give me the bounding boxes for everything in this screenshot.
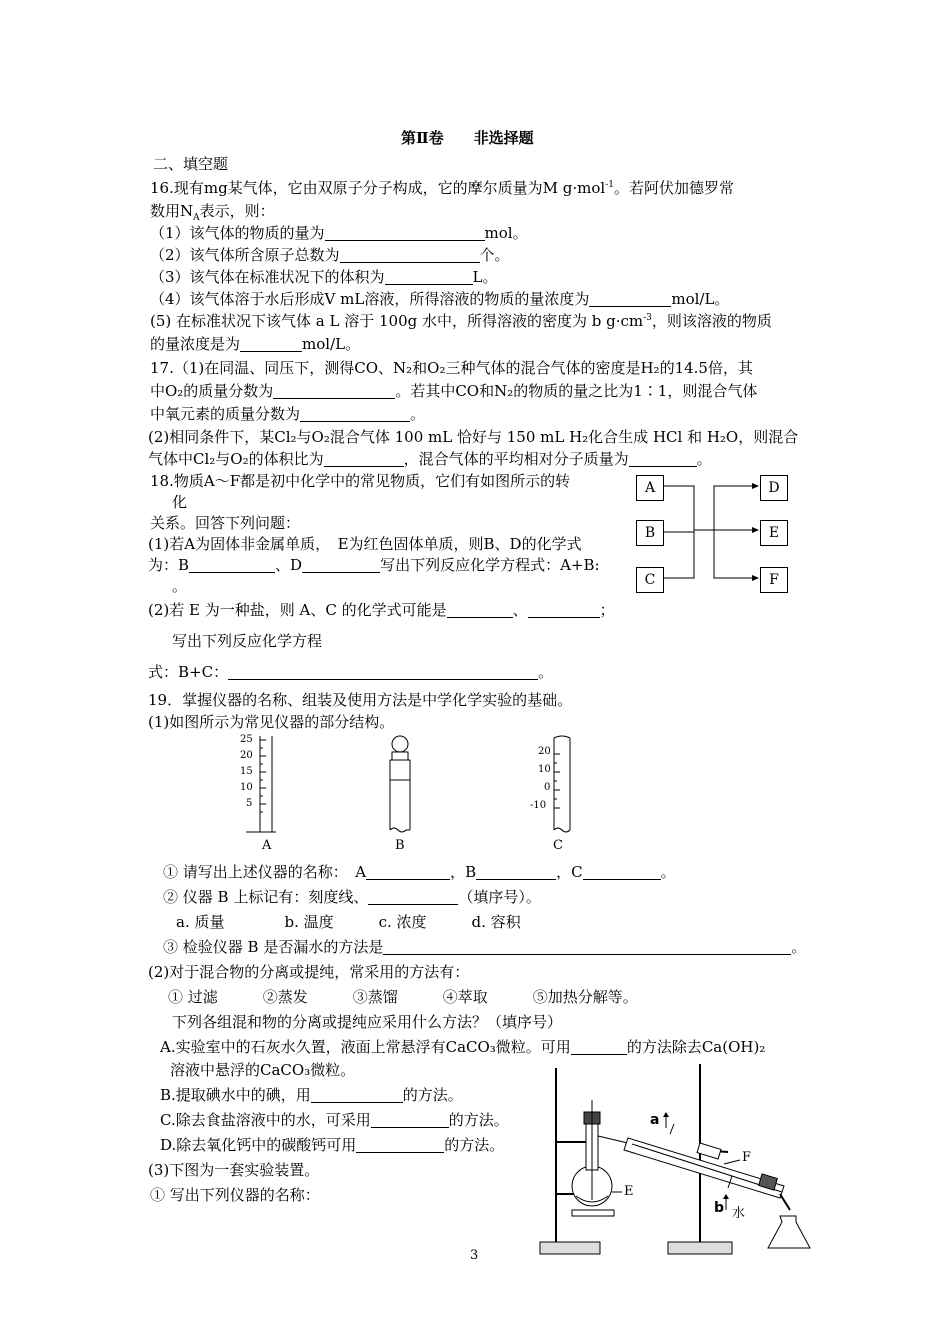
q16-part3: （3）该气体在标准状况下的体积为 L。 — [150, 268, 498, 286]
q17-line4: (2)相同条件下，某Cl₂与O₂混合气体 100 mL 恰好与 150 mL H₂化合生成 HCl 和 H₂O，则混合 — [148, 428, 799, 446]
q19-line2: (1)如图所示为常见仪器的部分结构。 — [148, 713, 395, 731]
answer-blank[interactable] — [273, 382, 395, 399]
answer-blank[interactable] — [571, 1038, 627, 1055]
scale-label: 25 — [240, 734, 253, 745]
q19-section3-item1: ① 写出下列仪器的名称： — [150, 1186, 320, 1204]
scale-label: 10 — [240, 782, 253, 793]
q16-part5: (5) 在标准状况下该气体 a L 溶于 100g 水中，所得溶液的密度为 b $g\cdot cm^{-3}$，则该溶液的物质 — [150, 312, 772, 330]
scale-label: 10 — [538, 764, 551, 775]
box-c: C — [636, 567, 664, 593]
q18-line4: (1)若A为固体非金属单质， E为红色固体单质，则B、D的化学式 — [148, 535, 582, 553]
answer-blank[interactable] — [300, 405, 410, 422]
box-a: A — [636, 475, 664, 501]
instrument-c-thermometer — [528, 734, 578, 836]
q18-line3: 关系。回答下列问题： — [150, 514, 301, 532]
q16-stem: 16.现有mg某气体，它由双原子分子构成，它的摩尔质量为M g·mol$^{-1}$。若阿伏加德罗常 — [150, 179, 735, 197]
q19-ask: 下列各组混和物的分离或提纯应采用什么方法？（填序号） — [172, 1013, 563, 1031]
answer-blank[interactable] — [366, 863, 450, 880]
answer-blank[interactable] — [629, 450, 697, 467]
page-title: 第Ⅱ卷 非选择题 — [401, 129, 534, 147]
q16-part5b: 的量浓度是为 mol/L。 — [150, 335, 361, 353]
q18-line9: 式：B+C： 。 — [148, 663, 554, 681]
transformation-diagram — [636, 472, 792, 594]
instrument-label-b: B — [395, 838, 405, 853]
answer-blank[interactable] — [447, 601, 513, 618]
distillation-apparatus — [528, 1060, 818, 1258]
q18-line6: 。 — [172, 577, 188, 595]
box-f: F — [760, 567, 788, 593]
label-f: F — [742, 1150, 752, 1165]
scale-label: 5 — [246, 798, 253, 809]
scale-label: 20 — [240, 750, 253, 761]
instrument-a-measuring-cylinder — [236, 734, 276, 834]
q19-a-line2: 溶液中悬浮的CaCO₃微粒。 — [170, 1061, 356, 1079]
section-heading: 二、填空题 — [153, 155, 229, 173]
q18-line5: 为：B 、D 写出下列反应化学方程式：A+B: — [148, 556, 600, 574]
answer-blank[interactable] — [228, 663, 538, 680]
answer-blank[interactable] — [311, 1086, 403, 1103]
q19-section3: (3)下图为一套实验装置。 — [148, 1161, 320, 1179]
q18-line8: 写出下列反应化学方程 — [172, 632, 323, 650]
instrument-label-c: C — [553, 838, 563, 853]
q19-item2: ② 仪器 B 上标记有：刻度线、 （填序号）。 — [163, 888, 541, 906]
q19-c: C.除去食盐溶液中的水，可采用 的方法。 — [160, 1111, 509, 1129]
q19-line1: 19．掌握仪器的名称、组装及使用方法是中学化学实验的基础。 — [148, 691, 573, 709]
answer-blank[interactable] — [240, 335, 302, 352]
q17-line1: 17.（1)在同温、同压下，测得CO、N₂和O₂三种气体的混合气体的密度是H₂的14.5倍，其 — [150, 359, 753, 377]
instrument-label-a: A — [262, 838, 272, 853]
scale-label: 20 — [538, 746, 551, 757]
label-a: a — [650, 1112, 660, 1128]
label-b: b — [714, 1200, 725, 1216]
q17-line5: 气体中Cl₂与O₂的体积比为 ，混合气体的平均相对分子质量为 。 — [148, 450, 712, 468]
q17-line3: 中氧元素的质量分数为 。 — [150, 405, 426, 423]
box-d: D — [760, 475, 788, 501]
q19-item3: ③ 检验仪器 B 是否漏水的方法是 。 — [163, 938, 807, 956]
box-b: B — [636, 520, 664, 546]
scale-label: 0 — [544, 782, 551, 793]
apparatus-drawing — [528, 1060, 818, 1258]
label-water: 水 — [732, 1206, 746, 1221]
q18-line2: 化 — [172, 493, 188, 511]
answer-blank[interactable] — [356, 1136, 444, 1153]
answer-blank[interactable] — [476, 863, 556, 880]
q19-item1: ① 请写出上述仪器的名称： A ，B ，C 。 — [163, 863, 676, 881]
answer-blank[interactable] — [371, 1111, 449, 1128]
q19-b: B.提取碘水中的碘，用 的方法。 — [160, 1086, 463, 1104]
answer-blank[interactable] — [385, 268, 473, 285]
q16-part2: （2）该气体所含原子总数为 个。 — [150, 246, 510, 264]
q19-options: a. 质量 b. 温度 c. 浓度 d. 容积 — [176, 913, 521, 931]
answer-blank[interactable] — [325, 224, 485, 241]
answer-blank[interactable] — [528, 601, 600, 618]
answer-blank[interactable] — [340, 246, 480, 263]
answer-blank[interactable] — [189, 556, 275, 573]
scale-label: 15 — [240, 766, 253, 777]
q16-part1: （1）该气体的物质的量为 mol。 — [150, 224, 528, 242]
q16-stem2: 数用$N_A$表示，则： — [150, 202, 275, 223]
label-e: E — [624, 1184, 634, 1199]
q18-line1: 18.物质A～F都是初中化学中的常见物质，它们有如图所示的转 — [150, 472, 571, 490]
q16-part4: （4）该气体溶于水后形成V mL溶液，所得溶液的物质的量浓度为 mol/L。 — [150, 290, 730, 308]
q17-line2: 中O₂的质量分数为 。若其中CO和N₂的物质的量之比为1∶1，则混合气体 — [150, 382, 758, 400]
q19-a-line1: A.实验室中的石灰水久置，液面上常悬浮有CaCO₃微粒。可用 的方法除去Ca(OH)₂ — [160, 1038, 766, 1056]
box-e: E — [760, 520, 788, 546]
answer-blank[interactable] — [302, 556, 380, 573]
answer-blank[interactable] — [583, 863, 661, 880]
answer-blank[interactable] — [368, 888, 458, 905]
q19-d: D.除去氧化钙中的碳酸钙可用 的方法。 — [160, 1136, 505, 1154]
q18-line7: (2)若 E 为一种盐，则 A、C 的化学式可能是 、 ； — [148, 601, 615, 619]
q19-section2: (2)对于混合物的分离或提纯，常采用的方法有： — [148, 963, 470, 981]
q19-methods: ① 过滤 ②蒸发 ③蒸馏 ④萃取 ⑤加热分解等。 — [168, 988, 638, 1006]
instrument-b-volumetric-flask — [384, 734, 416, 836]
answer-blank[interactable] — [383, 938, 791, 955]
page-number: 3 — [470, 1248, 479, 1263]
scale-label: -10 — [530, 800, 547, 811]
answer-blank[interactable] — [589, 290, 671, 307]
answer-blank[interactable] — [324, 450, 404, 467]
